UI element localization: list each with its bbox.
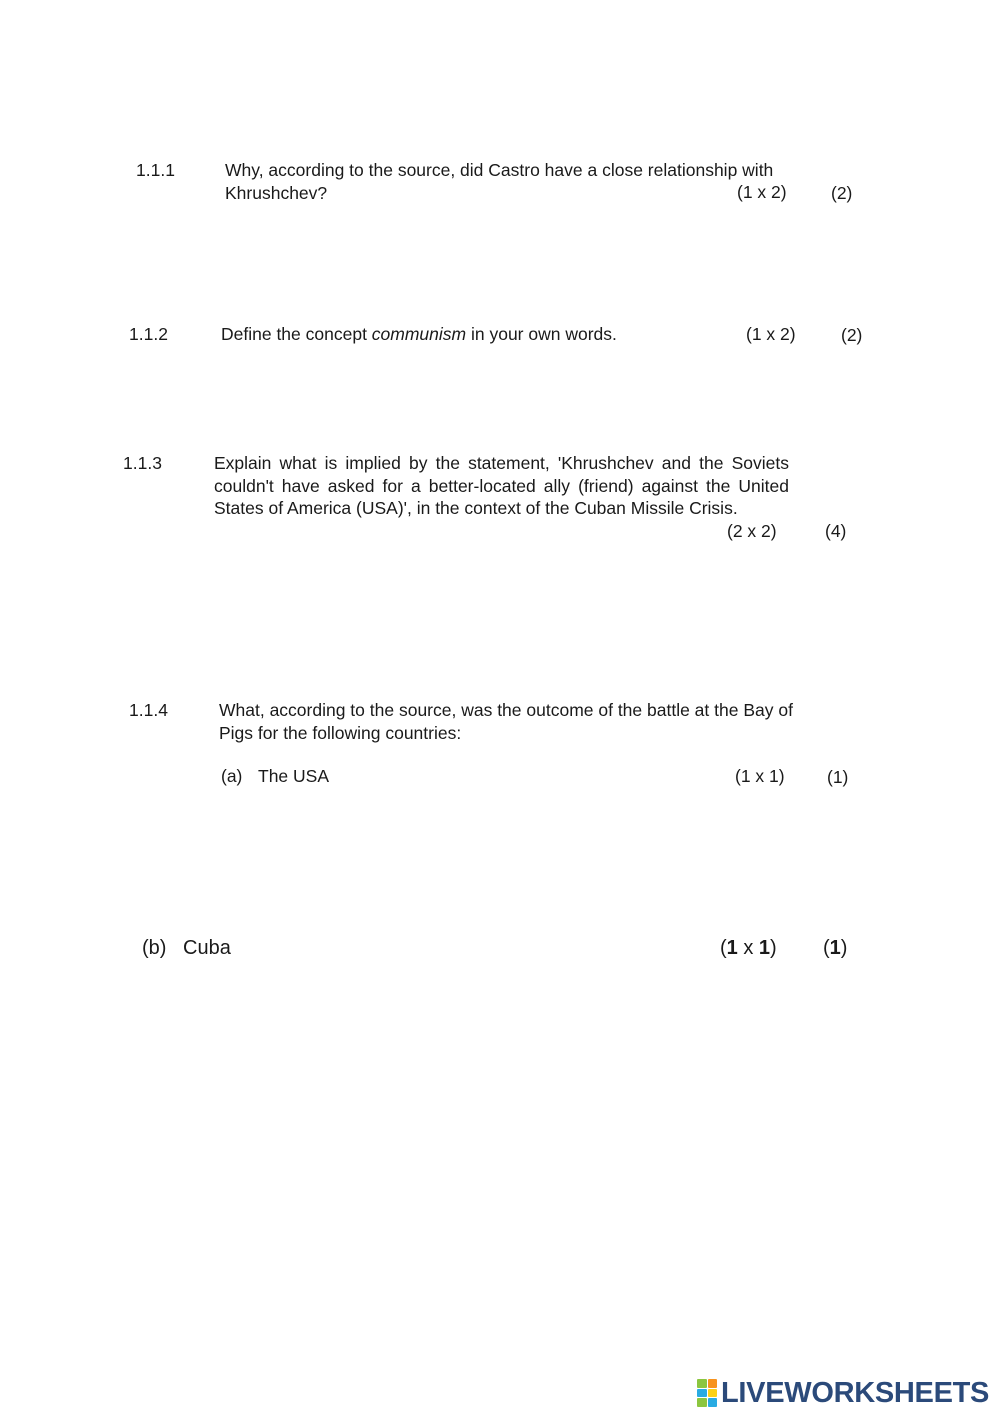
question-part-b-multiplier-num2: 1 — [758, 937, 771, 959]
question-total-1-1-1: (2) — [831, 183, 853, 203]
question-multiplier-1-1-3: (2 x 2) — [727, 521, 777, 541]
question-multiplier-1-1-1: (1 x 2) — [737, 182, 787, 202]
question-part-b-multiplier-x: x — [737, 937, 759, 959]
question-multiplier-1-1-2: (1 x 2) — [746, 324, 796, 344]
question-text-1-1-3: Explain what is implied by the statement, 'Khrushchev and the Soviets couldn't have asked for a better-located ally (friend) against the United States of America (USA)', in the context of the Cuban Missile Crisis. — [214, 453, 789, 518]
question-part-b-multiplier-num1: 1 — [726, 937, 738, 959]
liveworksheets-logo-text: LIVEWORKSHEETS — [721, 1377, 990, 1409]
question-number-1-1-1: 1.1.1 — [136, 160, 175, 180]
question-text-1-1-2-before: Define the concept — [221, 324, 372, 344]
question-part-a-total: (1) — [827, 767, 849, 787]
question-text-1-1-1: Why, according to the source, did Castro have a close relationship with Khrushchev? — [225, 160, 774, 203]
question-part-b-total — [823, 937, 847, 960]
question-text-1-1-2 — [221, 323, 691, 346]
question-part-b-multiplier-open: ( — [720, 937, 727, 959]
question-text-1-1-2-term: communism — [371, 324, 467, 344]
question-part-a-multiplier: (1 x 1) — [735, 766, 785, 786]
question-part-b-text: Cuba — [183, 937, 231, 959]
question-total-1-1-2: (2) — [841, 325, 863, 345]
question-part-a-label: (a) — [221, 766, 243, 786]
liveworksheets-logo[interactable] — [697, 1377, 989, 1409]
question-text-1-1-4: What, according to the source, was the outcome of the battle at the Bay of Pigs for the following countries: — [219, 700, 793, 743]
question-number-1-1-2: 1.1.2 — [129, 324, 168, 344]
question-part-b-multiplier-close: ) — [770, 937, 777, 959]
question-part-b-total-close: ) — [840, 937, 848, 959]
question-number-1-1-3: 1.1.3 — [123, 453, 162, 473]
question-text-1-1-2-after: in your own words. — [466, 324, 617, 344]
liveworksheets-logo-icon — [697, 1379, 717, 1407]
question-part-b-total-num: 1 — [829, 937, 841, 959]
question-part-b-multiplier — [720, 937, 777, 960]
question-part-b-total-open: ( — [823, 937, 830, 959]
question-part-b-label: (b) — [142, 937, 167, 959]
question-number-1-1-4: 1.1.4 — [129, 700, 168, 720]
question-part-a-text: The USA — [258, 766, 329, 786]
question-total-1-1-3: (4) — [825, 521, 847, 541]
